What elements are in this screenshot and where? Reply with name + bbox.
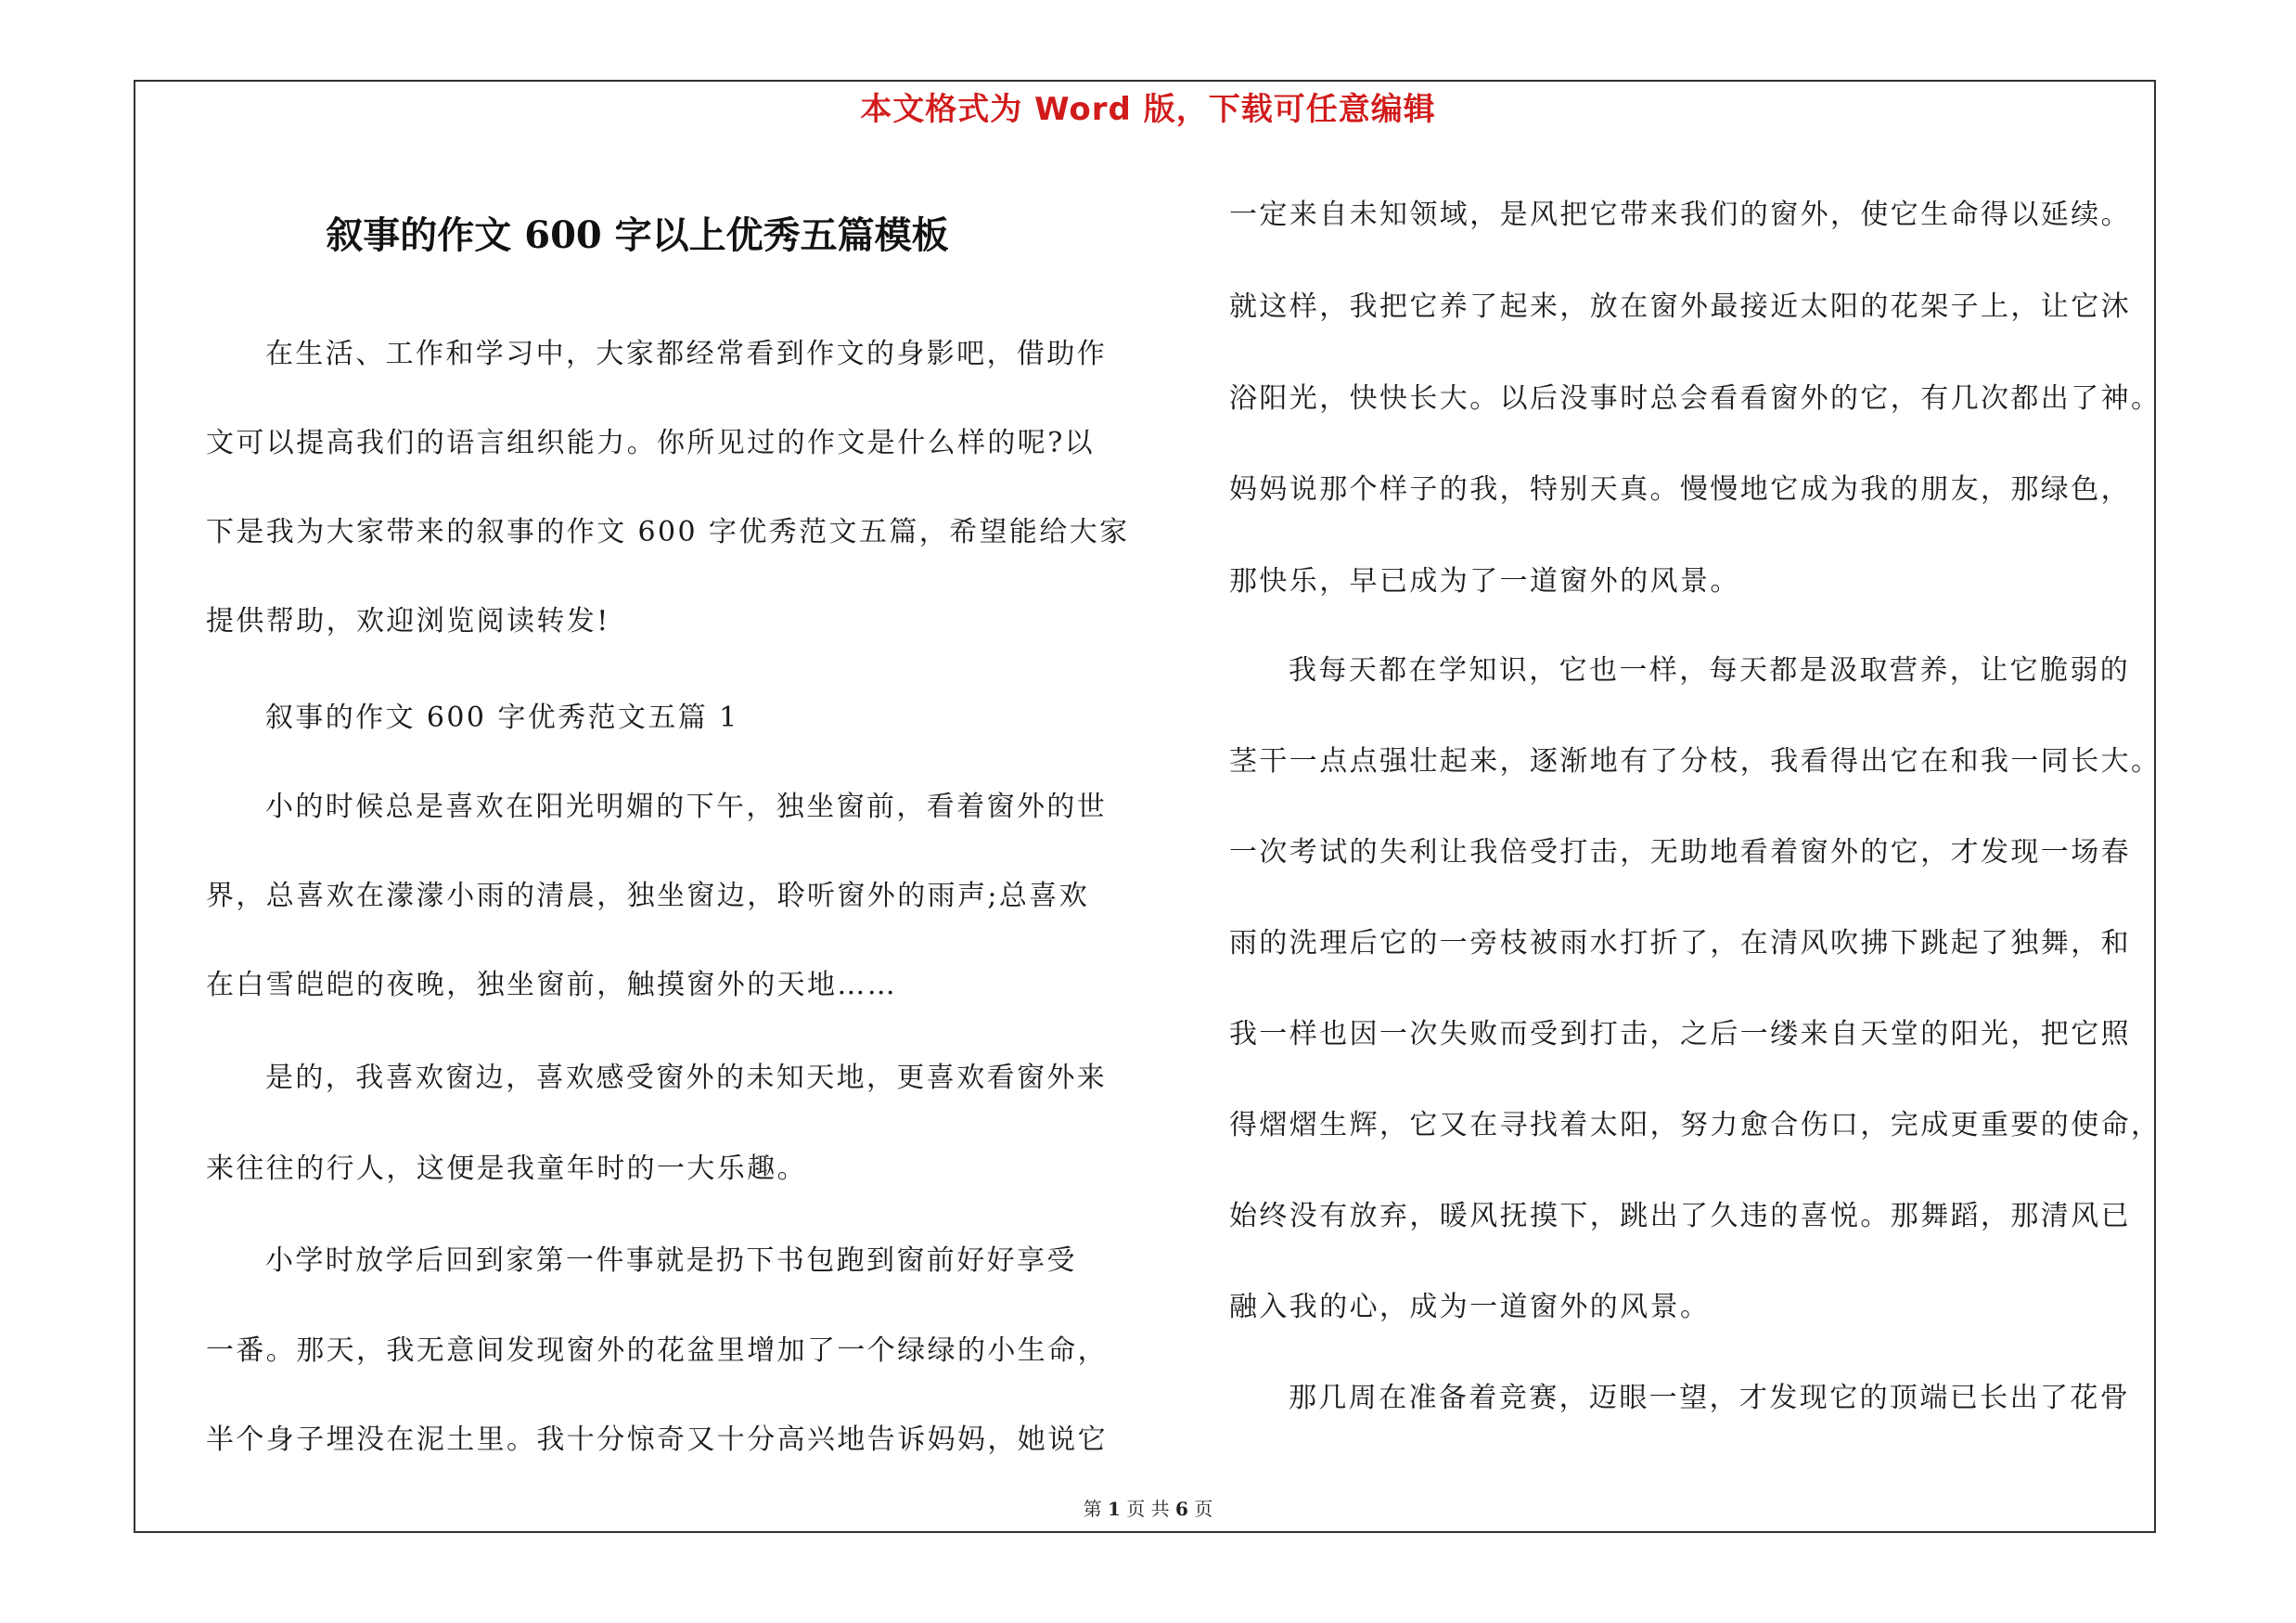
left-line-6: 小的时候总是喜欢在阳光明媚的下午，独坐窗前，看着窗外的世 (265, 791, 1108, 823)
right-line-13: 融入我的心，成为一道窗外的风景。 (1229, 1291, 1711, 1323)
left-line-1: 在生活、工作和学习中，大家都经常看到作文的身影吧，借助作 (265, 338, 1108, 370)
format-banner: 本文格式为 Word 版，下载可任意编辑 (860, 91, 1436, 128)
left-line-4: 提供帮助，欢迎浏览阅读转发! (206, 605, 610, 638)
right-line-10: 我一样也因一次失败而受到打击，之后一缕来自天堂的阳光，把它照 (1229, 1018, 2131, 1050)
left-line-7: 界，总喜欢在濛濛小雨的清晨，独坐窗边，聆听窗外的雨声;总喜欢 (206, 880, 1090, 912)
right-line-14: 那几周在准备着竞赛，迈眼一望，才发现它的顶端已长出了花骨 (1289, 1382, 2131, 1414)
right-line-12: 始终没有放弃，暖风抚摸下，跳出了久违的喜悦。那舞蹈，那清风已 (1229, 1200, 2131, 1232)
page-indicator (0, 1494, 2296, 1521)
right-line-11: 得熠熠生辉，它又在寻找着太阳，努力愈合伤口，完成更重要的使命， (1229, 1109, 2161, 1141)
current-page-number: 1 (1108, 1498, 1121, 1520)
left-line-3: 下是我为大家带来的叙事的作文 600 字优秀范文五篇，希望能给大家 (206, 516, 1130, 548)
left-line-2: 文可以提高我们的语言组织能力。你所见过的作文是什么样的呢?以 (206, 427, 1096, 459)
left-line-12: 一番。那天，我无意间发现窗外的花盆里增加了一个绿绿的小生命， (206, 1334, 1108, 1367)
right-line-3: 浴阳光，快快长大。以后没事时总会看看窗外的它，有几次都出了神。 (1229, 382, 2161, 415)
page-indicator-suffix: 页 (1194, 1498, 1213, 1520)
page-indicator-prefix: 第 (1083, 1498, 1102, 1520)
left-line-8: 在白雪皑皑的夜晚，独坐窗前，触摸窗外的天地…… (206, 969, 898, 1001)
right-line-1: 一定来自未知领域，是风把它带来我们的窗外，使它生命得以延续。 (1229, 199, 2131, 231)
section-heading-1: 叙事的作文 600 字优秀范文五篇 1 (265, 702, 739, 734)
left-line-11: 小学时放学后回到家第一件事就是扔下书包跑到窗前好好享受 (265, 1244, 1077, 1277)
right-line-7: 茎干一点点强壮起来，逐渐地有了分枝，我看得出它在和我一同长大。 (1229, 745, 2161, 778)
document-title: 叙事的作文 600 字以上优秀五篇模板 (326, 213, 949, 257)
right-line-9: 雨的洗理后它的一旁枝被雨水打折了，在清风吹拂下跳起了独舞，和 (1229, 927, 2131, 960)
left-line-13: 半个身子埋没在泥土里。我十分惊奇又十分高兴地告诉妈妈，她说它 (206, 1423, 1108, 1456)
left-line-9: 是的，我喜欢窗边，喜欢感受窗外的未知天地，更喜欢看窗外来 (265, 1062, 1108, 1094)
right-line-4: 妈妈说那个样子的我，特别天真。慢慢地它成为我的朋友，那绿色， (1229, 473, 2131, 506)
left-line-10: 来往往的行人，这便是我童年时的一大乐趣。 (206, 1153, 807, 1185)
page-indicator-middle: 页 共 (1126, 1498, 1170, 1520)
total-pages-number: 6 (1175, 1498, 1188, 1520)
right-line-5: 那快乐，早已成为了一道窗外的风景。 (1229, 565, 1740, 598)
right-line-6: 我每天都在学知识，它也一样，每天都是汲取营养，让它脆弱的 (1289, 654, 2131, 687)
right-line-8: 一次考试的失利让我倍受打击，无助地看着窗外的它，才发现一场春 (1229, 836, 2131, 869)
right-line-2: 就这样，我把它养了起来，放在窗外最接近太阳的花架子上，让它沐 (1229, 290, 2131, 323)
